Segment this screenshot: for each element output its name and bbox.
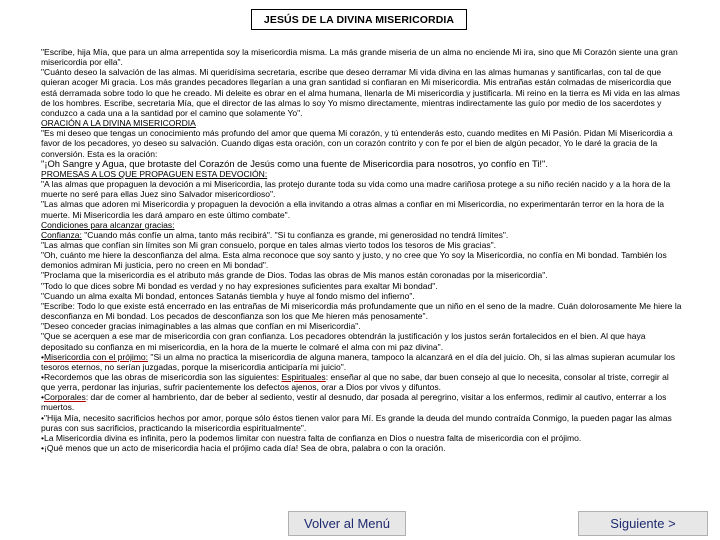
next-button[interactable]: Siguiente > [578,511,708,536]
section-heading-promesas: PROMESAS A LOS QUE PROPAGUEN ESTA DEVOCIÓN: [41,168,268,179]
bullet-text: La Misericordia divina es infinita, pero la podemos limitar con nuestra falta de confianza en Dios o nuestra falta de misericordia con el prójimo. [44,432,582,443]
bullet-item [41,433,683,443]
page-title: JESÚS DE LA DIVINA MISERICORDIA [251,9,467,30]
paragraph: "Proclama que la misericordia es el atributo más grande de Dios. Todas las obras de Mis manos están coronadas por la misericordia". [41,270,548,281]
paragraph: "Todo lo que dices sobre Mi bondad es verdad y no hay expresiones suficientes para exaltar Mi bondad". [41,280,438,291]
bullet-icon: • [41,392,44,403]
prayer-text: "¡Oh Sangre y Agua, que brotaste del Corazón de Jesús como una fuente de Misericordia para nosotros, yo confío en Ti!". [41,157,548,169]
bullet-text: Recordemos que las obras de misericordia son las siguientes: [44,372,282,382]
bullet-label: Corporales [44,392,86,403]
paragraph: "Que se acerquen a ese mar de misericordia con gran confianza. Los pecadores obtendrán la justificación y los justos serán fortalecidos en el bien. Al que haya depositado su confianza en mi misericordia, en la hora de la muerte le colmaré el alma con mi paz divina". [41,331,646,352]
paragraph: "Cuando un alma exalta Mi bondad, entonces Satanás tiembla y huye al fondo mismo del infierno". [41,290,415,301]
bullet-item [41,413,683,433]
paragraph: "Las almas que adoren mi Misericordia y propaguen la devoción a ella invitando a otras almas a confiar en mi Misericordia, no experimentarán terror en la hora de la muerte. Mi Misericordia les dará amparo en este último combate". [41,199,665,220]
bullet-item [41,443,683,453]
bullet-text: "Hija Mía, necesito sacrificios hechos por amor, porque sólo éstos tienen valor para Mí. Es grande la deuda del mundo contraída Conmigo, la pueden pagar las almas puras con sus sacrificios, practicando la misericordia espiritualmente". [41,412,672,433]
paragraph: "Es mi deseo que tengas un conocimiento más profundo del amor que quema Mi corazón, y tú entenderás esto, cuando medites en Mi Pasión. Pidan Mi Misericordia a favor de los pecadores, yo deseo su salvación. Cuando digas esta oración, con un corazón contrito y con fe por el bien de algún pecador, Yo le daré la gracia de la conversión. Esta es la oración: [41,128,673,159]
bullet-text: : enseñar al que no sabe, dar buen consejo al que lo necesita, consolar al triste, corregir al que yerra, perdonar las injurias, sufrir pacientemente los defectos ajenos, orar a Dios por vivos y difuntos. [41,372,669,393]
bullet-icon: • [41,372,44,382]
confianza-label: Confianza: [41,229,82,240]
bullet-icon: • [41,351,44,362]
paragraph: "A las almas que propaguen la devoción a mi Misericordia, las protejo durante toda su vida como una madre cariñosa protege a su niño recién nacido y a la hora de la muerte no seré para ellas Juez sino Salvador misericordioso". [41,179,671,200]
paragraph: "Las almas que confían sin límites son Mi gran consuelo, porque en tales almas vierto todos los tesoros de Mis gracias". [41,239,497,250]
bullet-text: ¡Qué menos que un acto de misericordia hacia el prójimo cada día! Sea de obra, palabra o con la oración. [44,443,446,454]
paragraph: "Oh, cuánto me hiere la desconfianza del alma. Esta alma reconoce que soy santo y justo, y no cree que Yo soy la Misericordia, no confía en Mi bondad. También los demonios admiran Mi justicia, pero no creen en Mi bondad". [41,250,667,271]
bullet-text: "Si un alma no practica la misericordia de alguna manera, tampoco la alcanzará en el día del juicio. Oh, si las almas supieran acumular los tesoros eternos, no serían juzgadas, porque la misericordia anticiparía mi juicio". [41,351,676,372]
bullet-item [41,392,683,412]
bullet-icon: • [41,412,44,423]
bullet-item [41,352,683,372]
paragraph: "Deseo conceder gracias inimaginables a las almas que confían en mi Misericordia". [41,321,361,332]
confianza-paragraph [41,230,683,240]
bullet-icon: • [41,443,44,454]
section-heading-oracion: ORACIÓN A LA DIVINA MISERICORDIA [41,118,196,129]
bullet-icon: • [41,432,44,443]
bullet-item [41,372,683,392]
paragraph: "Escribe, hija Mía, que para un alma arrepentida soy la misericordia misma. La más grande miseria de un alma no enciende Mi ira, sino que Mi Corazón siente una gran misericordia por ella". [41,47,678,68]
paragraph: "Escribe: Todo lo que existe está encerrado en las entrañas de Mi misericordia más profundamente que un niño en el seno de la madre. Cuán dolorosamente Me hiere la desconfianza en Mi bondad. Los pecados de desconfianza son los que Me hieren más penosamente". [41,300,682,322]
confianza-text: "Cuando más confíe un alma, tanto más recibirá". "Si tu confianza es grande, mi generosidad no tendrá límites". [81,229,509,240]
bullet-label: Misericordia con el prójimo: [44,351,149,362]
document-body [41,47,683,453]
bullet-label: Espirituales [281,372,326,382]
paragraph: "Cuánto deseo la salvación de las almas. Mi queridísima secretaria, escribe que deseo derramar Mi vida divina en las almas humanas y santificarlas, con tal de que quieran acoger Mi gracia. Los más grandes pecadores llegarían a una gran santidad si confiaran en Mi misericordia. Mis entrañas están colmadas de misericordia que está derramada sobre todo lo que he creado. Mi deleite es obrar en el alma humana, llenarla de Mi misericordia y justificarla. Mi reino en la tierra es Mi vida en las almas de los hombres. Escribe, secretaria Mía, que el director de las almas lo soy Yo mismo directamente, mientras indirectamente las guío por medio de los sacerdotes y conduzco a cada una a la santidad por el camino que solamente Yo". [41,67,680,118]
back-to-menu-button[interactable]: Volver al Menú [288,511,406,536]
bullet-text: : dar de comer al hambriento, dar de beber al sediento, vestir al desnudo, dar posada al peregrino, visitar a los enfermos, redimir al cautivo, enterrar a los muertos. [41,392,667,413]
section-heading-condiciones: Condiciones para alcanzar gracias: [41,219,175,230]
